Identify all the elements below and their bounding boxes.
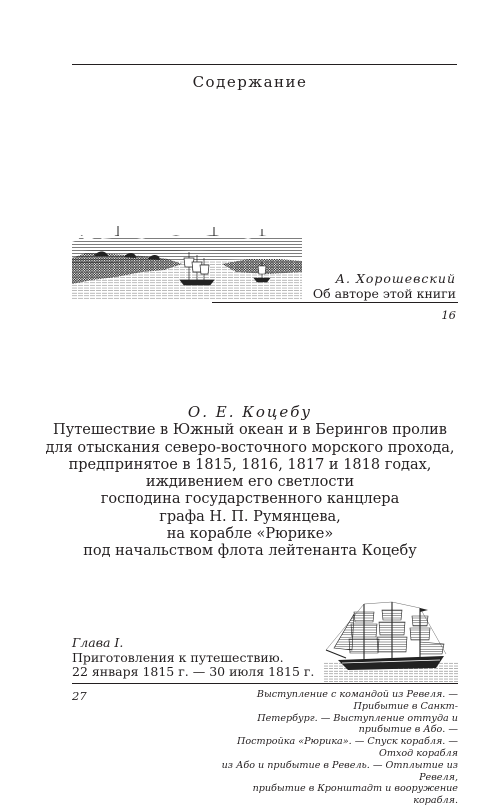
summary-line: Постройка «Рюрика». — Спуск корабля. — Отход корабля — [237, 736, 458, 759]
entry-title-line: иждивением его светлости — [145, 474, 355, 491]
entry-title-line: господина государственного канцлера — [100, 491, 400, 508]
chapter-title: Приготовления к путешествию. — [72, 649, 284, 665]
chapter-dates: 22 января 1815 г. — 30 июля 1815 г. — [72, 664, 315, 679]
entry-title-line: графа Н. П. Румянцева, — [159, 508, 341, 525]
header-rule — [72, 64, 457, 65]
city-harbor-engraving-icon — [72, 222, 302, 300]
entry-title-line: на корабле «Рюрике» — [166, 526, 334, 543]
entry-title: Об авторе этой книги — [312, 286, 456, 301]
chapter-label: Глава I. — [72, 635, 124, 650]
summary-line: Выступление с командой из Ревеля. — Прибытие в Санкт- — [256, 689, 458, 712]
sailing-ship-engraving-icon — [324, 600, 458, 684]
entry-title-line: под начальством флота лейтенанта Коцебу — [83, 543, 417, 560]
author-name: А. Хорошевский — [335, 271, 456, 286]
chapter-summary — [212, 689, 458, 807]
chapter-rule — [72, 683, 458, 684]
summary-line: прибытие в Кронштадт и вооружение корабля. — [252, 783, 458, 807]
article-entry-1 — [313, 271, 456, 301]
page-number: 16 — [441, 308, 456, 322]
entry-title-line: Путешествие в Южный океан и в Берингов пролив — [53, 422, 447, 439]
page-title: Содержание — [192, 73, 308, 91]
summary-line: из Або и прибытие в Ревель. — Отплытие из Ревеля, — [221, 759, 458, 783]
chapter-heading — [72, 636, 314, 680]
entry-title-line: для отыскания северо-восточного морского прохода, — [45, 439, 455, 456]
entry-rule — [212, 302, 458, 303]
summary-line: Петербург. — Выступление оттуда и прибытие в Або. — — [257, 712, 458, 736]
entry-title-line: предпринятое в 1815, 1816, 1817 и 1818 годах, — [68, 456, 432, 473]
author-name: О. Е. Коцебу — [187, 403, 313, 421]
article-entry-2 — [0, 404, 500, 561]
page-number: 27 — [72, 689, 87, 703]
